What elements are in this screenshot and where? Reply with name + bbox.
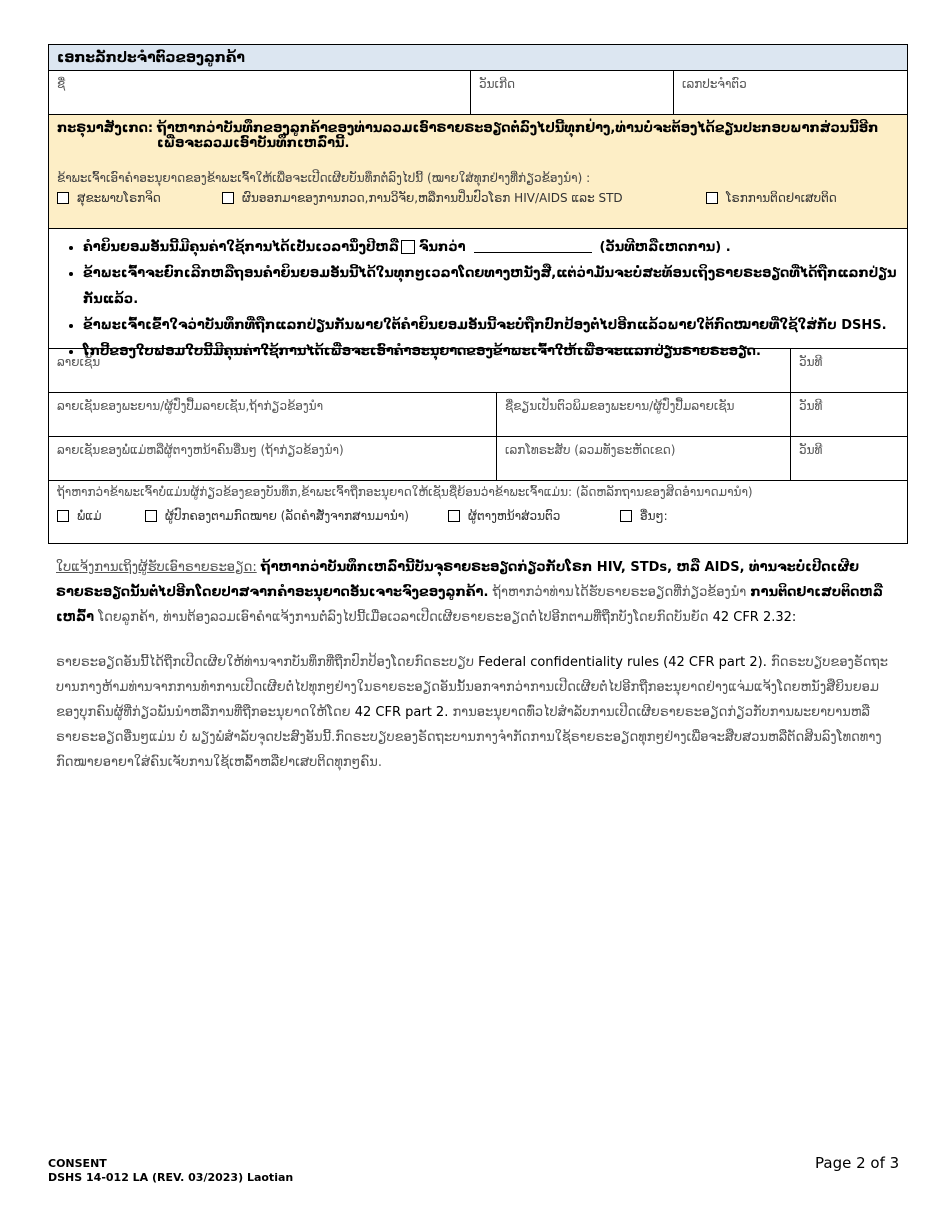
notice-key: ກະຣຸນາສັງເກດ: <box>57 121 154 136</box>
footer-form-number: DSHS 14-012 LA (REV. 03/2023) Laotian <box>48 1171 294 1184</box>
federal-confidentiality-notice: ຣາຍຣະອຽດອັນນີ້ໄດ້ຖືກເປີດເຜີຍໃຫ້ທ່ານຈາກບັນທຶກທີ່ຖືກປົກປ້ອງໂດຍກົດຣະບຽບ Federal confidentiality rules (42 CFR part 2). ກົດຣະບຽບຂອງຣັດຖະບານກາງຫ້າມທ່ານຈາກການທຳການເປີດເຜີຍຕໍ່ໄປທຸກໆຢ່າງໃນຣາຍຣະອຽດອັນນັ້ນອກຈາກວ່າການເປີດເຜີຍຕໍ່ໄປອີກຖືກອະນຸຍາດຢ່າງແຈ່ມແຈ້ງໂດຍຫນັງສືຍິນຍອມຂອງບຸກຄົນຜູ້ທີ່ກ່ຽວພັນນຳຫລືການທີ່ຖືກອະນຸຍາດໃຫ້ໂດຍ 42 CFR part 2. ການອະນຸຍາດທົ່ວໄປສຳລັບການເປີດເຜີຍຣາຍຣະອຽດກ່ຽວກັບການພະຍາບານຫລືຣາຍຣະອຽດອື່ນໆແມ່ນ ບໍ່ ພຽງພໍສຳລັບຈຸດປະສົງອັນນີ້.ກົດຣະບຽບຂອງຣັດຖະບານກາງຈຳກັດການໃຊ້ຣາຍຣະອຽດທຸກໆຢ່າງເພື່ອຈະສືບສວນຫລືຕັດສິນລົງໂທດທາງກົດໝາຍອາຍາໃສ່ຄົນເຈັບການໃຊ້ເຫລົ້າຫລືຢາເສບຕິດທຸກໆຄົນ. <box>56 655 889 770</box>
dob-field[interactable]: ວັນເກີດ <box>470 71 673 114</box>
checkbox-icon[interactable] <box>145 510 157 522</box>
footer-title: CONSENT <box>48 1157 107 1170</box>
footer-form-id <box>48 1157 293 1185</box>
representative-section <box>49 481 907 543</box>
signature-field[interactable]: ລາຍເຊັນ <box>57 355 101 369</box>
notice-title <box>57 121 899 151</box>
page-number: Page 2 of 3 <box>815 1154 900 1172</box>
witness-signature-field[interactable]: ລາຍເຊັນຂອງພະຍານ/ຜູ້ປົ່ງປື້ມລາຍເຊັນ,ຖ້າກ່ຽວຂ້ອງນຳ <box>57 399 324 413</box>
record-type-checkboxes <box>57 191 899 205</box>
representative-options <box>57 509 899 523</box>
guardian-row <box>49 437 907 481</box>
witness-name-field[interactable]: ຊື່ຂຽນເປັນຕົວພິມຂອງພະຍານ/ຜູ້ປົ່ງປື້ມລາຍເຊັນ <box>496 393 790 436</box>
terms-section <box>49 229 907 359</box>
phone-field[interactable]: ເລກໂທຣະສັບ (ລວມທັງຣະຫັດເຂດ) <box>496 437 790 480</box>
checkbox-icon[interactable] <box>222 192 234 204</box>
checkbox-icon[interactable] <box>620 510 632 522</box>
consent-form <box>48 44 908 544</box>
client-id-row <box>49 71 907 115</box>
checkbox-hiv-std[interactable]: ຜົນອອກມາຂອງການກວດ,ການວິຈັຍ,ຫລືການປິ່ນປົວໂຣກ HIV/AIDS ແລະ STD <box>222 191 706 205</box>
option-parent[interactable]: ພໍ່ແມ່ <box>57 509 145 523</box>
client-id-header <box>49 45 907 71</box>
checkbox-substance[interactable]: ໂຣກການຕິດຢາເສບຕິດ <box>706 191 837 205</box>
name-field[interactable]: ຊື່ <box>57 77 66 91</box>
notice-section <box>49 115 907 229</box>
client-id-title: ເອກະລັກປະຈຳຕົວຂອງລູກຄ້າ <box>57 49 245 66</box>
option-other[interactable]: ອື່ນໆ: <box>620 509 668 523</box>
id-field[interactable]: ເລກປະຈຳຕົວ <box>673 71 907 114</box>
signature-date-field[interactable]: ວັນທີ <box>790 349 907 392</box>
until-checkbox[interactable] <box>401 240 415 254</box>
term-protection: • ຂ້າພະເຈົ້າເຂົ້າໃຈວ່າບັນທຶກທີ່ຖືກແລກປ່ຽນກັນພາຍໃຕ້ຄຳຍິນຍອມອັນນີ້ຈະບໍ່ຖືກປົກປ້ອງຕໍ່ໄປອີກແລ້ວພາຍໃຕ້ກົດໝາຍທີ່ໃຊ້ໃສ່ກັບ DSHS. <box>83 313 899 339</box>
guardian-date-field[interactable]: ວັນທີ <box>790 437 907 480</box>
option-legal-guardian[interactable]: ຜູ້ປົກຄອງຕາມກົດໝາຍ (ລັດຄຳສັ່ງຈາກສານມານຳ) <box>145 509 448 523</box>
checkbox-icon[interactable] <box>706 192 718 204</box>
authorize-text: ຂ້າພະເຈົ້າເອົາຄຳອະນຸຍາດຂອງຂ້າພະເຈົ້າໃຫ້ເພື່ອຈະເປີດເຜີຍບັນທຶກຕໍ່ລົງໄປນີ້ (ໝາຍໃສ່ທຸກຢ່າງທີ່ກ່ຽວຂ້ອງນຳ) : <box>57 171 591 185</box>
term-validity: • ຄຳຍິນຍອມອັນນີ້ມີຄຸນຄ່າໃຊ້ການໄດ້ເປັນເວລານຶ່ງປີຫລື ຈົນກວ່າ (ວັນທີຫລືເຫດການ) . <box>83 235 899 261</box>
term-revoke: • ຂ້າພະເຈົ້າຈະຍົກເລີກຫລືຖອນຄຳຍິນຍອມອັນນີ້ໄດ້ໃນທຸກໆເວລາໂດຍທາງຫນັງສື,ແຕ່ວ່າມັນຈະບໍ່ສະທ້ອນເຖິງຣາຍຣະອຽດທີ່ໄດ້ຖືກແລກປ່ຽນກັນແລ້ວ. <box>83 261 899 313</box>
until-date-blank[interactable] <box>474 252 592 253</box>
witness-date-field[interactable]: ວັນທີ <box>790 393 907 436</box>
checkbox-icon[interactable] <box>448 510 460 522</box>
representative-text: ຖ້າຫາກວ່າຂ້າພະເຈົ້າບໍ່ແມ່ນຜູ້ກ່ຽວຂ້ອງຂອງບັນທຶກ,ຂ້າພະເຈົ້າຖືກອະນຸຍາດໃຫ້ເຊັນຊື່ຍ້ອນວ່າຂ້າພະເຈົ້າແມ່ນ: (ລັດຫລັກຖານຂອງສິດອຳນາດມານຳ) <box>57 485 753 499</box>
option-personal-rep[interactable]: ຜູ້ຕາງຫນ້າສ່ວນຕົວ <box>448 509 620 523</box>
recipient-notice: ໃບແຈ້ງການເຖິງຜູ້ຮັບເອົາຣາຍຣະອຽດ: ຖ້າຫາກວ່າບັນທຶກເຫລົ່ານີ້ບັນຈຸຣາຍຣະອຽດກ່ຽວກັບໂຣກ HIV, STDs, ຫລື AIDS, ທ່ານຈະບໍ່ເປີດເຜີຍຣາຍຣະອຽດນັ້ນຕໍ່ໄປອີກໂດຍປາສຈາກຄຳອະນຸຍາດອັນເຈາະຈົງຂອງລູກຄ້າ. ຖ້າຫາກວ່າທ່ານໄດ້ຮັບຣາຍຣະອຽດທີ່ກ່ຽວຂ້ອງນຳ ການຕິດຢາເສບຕິດຫລືເຫລົ້າ ໂດຍລູກຄ້າ, ທ່ານຕ້ອງລວມເອົາຄຳແຈ້ງການຕໍ່ລົງໄປນີ້ເມື່ອເວລາເປີດເຜີຍຣາຍຣະອຽດຕໍ່ໄປອີກຕາມທີ່ຖືກບັງໂດຍກົດບັນຍັດ 42 CFR 2.32: <box>56 560 883 625</box>
guardian-signature-field[interactable]: ລາຍເຊັນຂອງພໍ່ແມ່ຫລືຜູ້ຕາງຫນ້າຄົນອື່ນໆ (ຖ້າກ່ຽວຂ້ອງນຳ) <box>57 443 344 457</box>
checkbox-mental-health[interactable]: ສຸຂະພາບໂຣກຈິດ <box>57 191 222 205</box>
checkbox-icon[interactable] <box>57 510 69 522</box>
notice-text: ຖ້າຫາກວ່າບັນທຶກຂອງລູກຄ້າຂອງທ່ານລວມເອົາຣາຍຣະອຽດຕໍ່ລົງໄປນີ້ທຸກຢ່າງ,ທ່ານບໍ່ຈະຕ້ອງໄດ້ຂຽນປະກອບພາກສ່ວນນີ້ອີກເພື່ອຈະລວມເອົາບັນທຶກເຫລົ່ານີ້. <box>157 121 879 151</box>
checkbox-icon[interactable] <box>57 192 69 204</box>
witness-row <box>49 393 907 437</box>
term-copy: • ໂກປີ້ຂອງໃບຟອມໃບນີ້ມີຄຸນຄ່າໃຊ້ການໄດ້ເພື່ອຈະເອົາຄຳອະນຸຍາດຂອງຂ້າພະເຈົ້າໃຫ້ເພື່ອຈະແລກປ່ຽນຣາຍຣະອຽດ. <box>83 339 899 365</box>
signature-row <box>49 349 907 393</box>
